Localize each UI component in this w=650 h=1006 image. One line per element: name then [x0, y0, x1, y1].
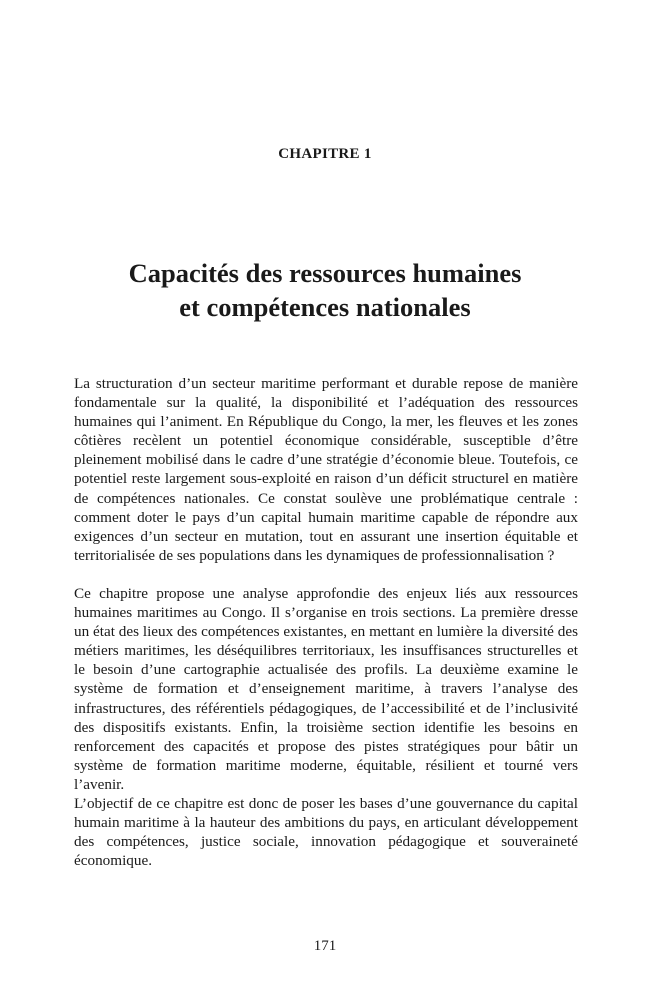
chapter-body: [74, 374, 578, 870]
chapter-title: [60, 256, 590, 324]
paragraph-outline: Ce chapitre propose une analyse approfondie des enjeux liés aux ressources humaines maritimes au Congo. Il s’organise en trois sections. La première dresse un état des lieux des compétences existantes, en mettant en lumière la diversité des métiers maritimes, les déséquilibres territoriaux, les insuffisances structurelles et le besoin d’une cartographie actualisée des profils. La deuxième examine le système de formation et d’enseignement maritime, à travers l’analyse des infrastructures, des référentiels pédagogiques, de l’accessibilité et de l’inclusivité des dispositifs existants. Enfin, la troisième section identifie les besoins en renforcement des capacités et propose des pistes stratégiques pour bâtir un système de formation maritime moderne, équitable, résilient et tourné vers l’avenir.: [74, 584, 578, 793]
page-number: 171: [313, 938, 337, 954]
chapter-title-line-2: et compétences nationales: [179, 292, 471, 322]
paragraph-objective: L’objectif de ce chapitre est donc de poser les bases d’une gouvernance du capital humain maritime à la hauteur des ambitions du pays, en articulant développement des compétences, justice sociale, innovation pédagogique et souveraineté économique.: [74, 794, 578, 870]
chapter-title-line-1: Capacités des ressources humaines: [128, 258, 522, 288]
paragraph-intro: La structuration d’un secteur maritime performant et durable repose de manière fondamentale sur la qualité, la disponibilité et l’adéquation des ressources humaines qui l’animent. En République du Congo, la mer, les fleuves et les zones côtières recèlent un potentiel économique considérable, susceptible d’être pleinement mobilisé dans le cadre d’une stratégie d’économie bleue. Toutefois, ce potentiel reste largement sous-exploité en raison d’un déficit structurel en matière de compétences nationales. Ce constat soulève une problématique centrale : comment doter le pays d’un capital humain maritime capable de répondre aux exigences d’un secteur en mutation, tout en assurant une insertion équitable et territorialisée de ses populations dans les dynamiques de professionnalisation ?: [74, 375, 578, 564]
chapter-label: CHAPITRE 1: [278, 146, 372, 162]
